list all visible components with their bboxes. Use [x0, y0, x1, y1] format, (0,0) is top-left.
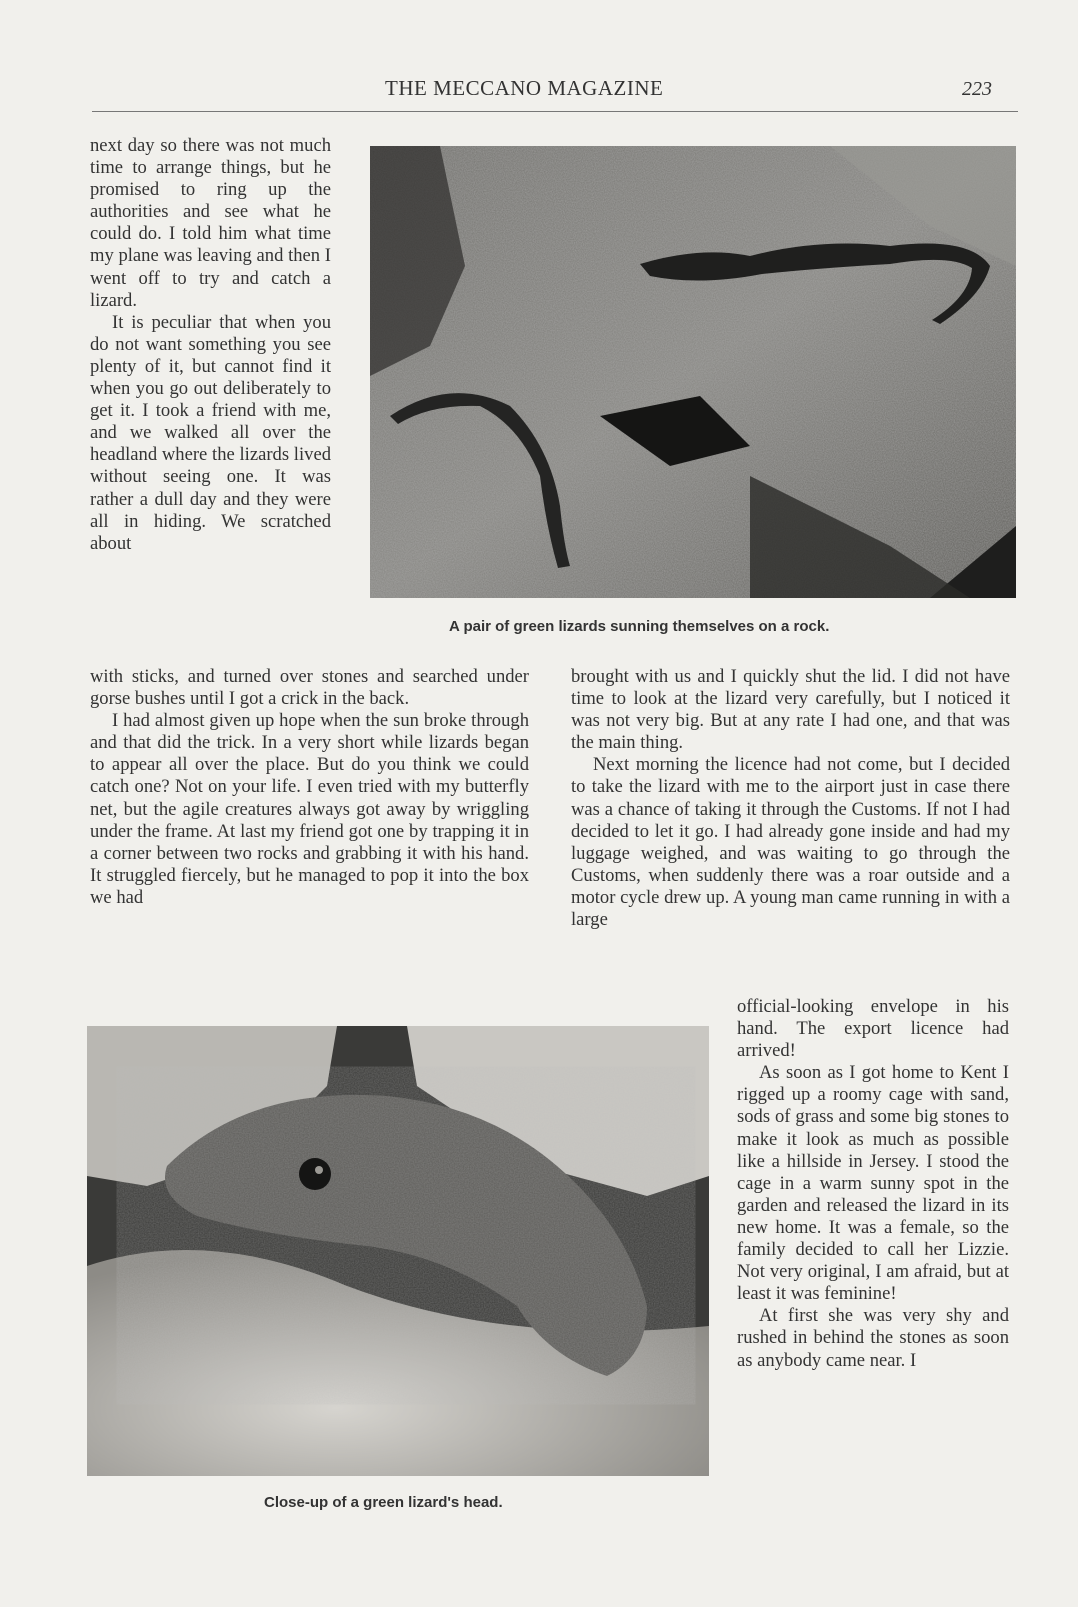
bottom-photo-caption: Close-up of a green lizard's head.: [264, 1494, 503, 1511]
lizards-on-rock-photo: [370, 146, 1016, 598]
paragraph: As soon as I got home to Kent I rigged up a roomy cage with sand, sods of grass and some big stones to make it look as much as possible like a hillside in Jersey. I stood the cage in a warm sunny spot in the garden and released the lizard in its new home. It was a female, so the family decided to call her Lizzie. Not very original, I am afraid, but at least it was feminine!: [737, 1062, 1009, 1305]
article-column-narrow: [90, 135, 331, 555]
article-column-right: [571, 666, 1010, 931]
paragraph: Next morning the licence had not come, but I decided to take the lizard with me to the airport just in case there was a chance of taking it through the Customs. If not I had decided to let it go. I had already gone inside and had my luggage weighed, and was waiting to go through the Customs, when suddenly there was a roar outside and a motor cycle drew up. A young man came running in with a large: [571, 754, 1010, 931]
top-photo-caption: A pair of green lizards sunning themselves on a rock.: [449, 618, 830, 635]
paragraph: next day so there was not much time to arrange things, but he promised to ring up the authorities and see what he could do. I told him what time my plane was leaving and then I went off to try and catch a lizard.: [90, 135, 331, 311]
paragraph: official-looking envelope in his hand. The export licence had arrived!: [737, 996, 1009, 1062]
paragraph: with sticks, and turned over stones and searched under gorse bushes until I got a crick in the back.: [90, 666, 529, 710]
header-rule: [92, 111, 1018, 112]
paragraph: At first she was very shy and rushed in behind the stones as soon as anybody came near. I: [737, 1305, 1009, 1371]
paragraph: brought with us and I quickly shut the lid. I did not have time to look at the lizard very carefully, but I noticed it was not very big. But at any rate I had one, and that was the main thing.: [571, 666, 1010, 754]
paragraph: I had almost given up hope when the sun broke through and that did the trick. In a very short while lizards began to appear all over the place. But do you think we could catch one? Not on your life. I even tried with my butterfly net, but the agile creatures always got away by wriggling under the frame. At last my friend got one by trapping it in a corner between two rocks and grabbing it with his hand. It struggled fiercely, but he managed to pop it into the box we had: [90, 710, 529, 908]
lizard-head-closeup-photo: [87, 1026, 709, 1476]
paragraph: It is peculiar that when you do not want something you see plenty of it, but cannot find it when you go out deliberately to get it. I took a friend with me, and we walked all over the headland where the lizards lived without seeing one. It was rather a dull day and they were all in hiding. We scratched about: [90, 311, 331, 554]
running-head: THE MECCANO MAGAZINE: [385, 76, 664, 100]
page-number: 223: [962, 78, 992, 100]
article-column-left: [90, 666, 529, 909]
article-column-right-narrow: [737, 996, 1009, 1372]
